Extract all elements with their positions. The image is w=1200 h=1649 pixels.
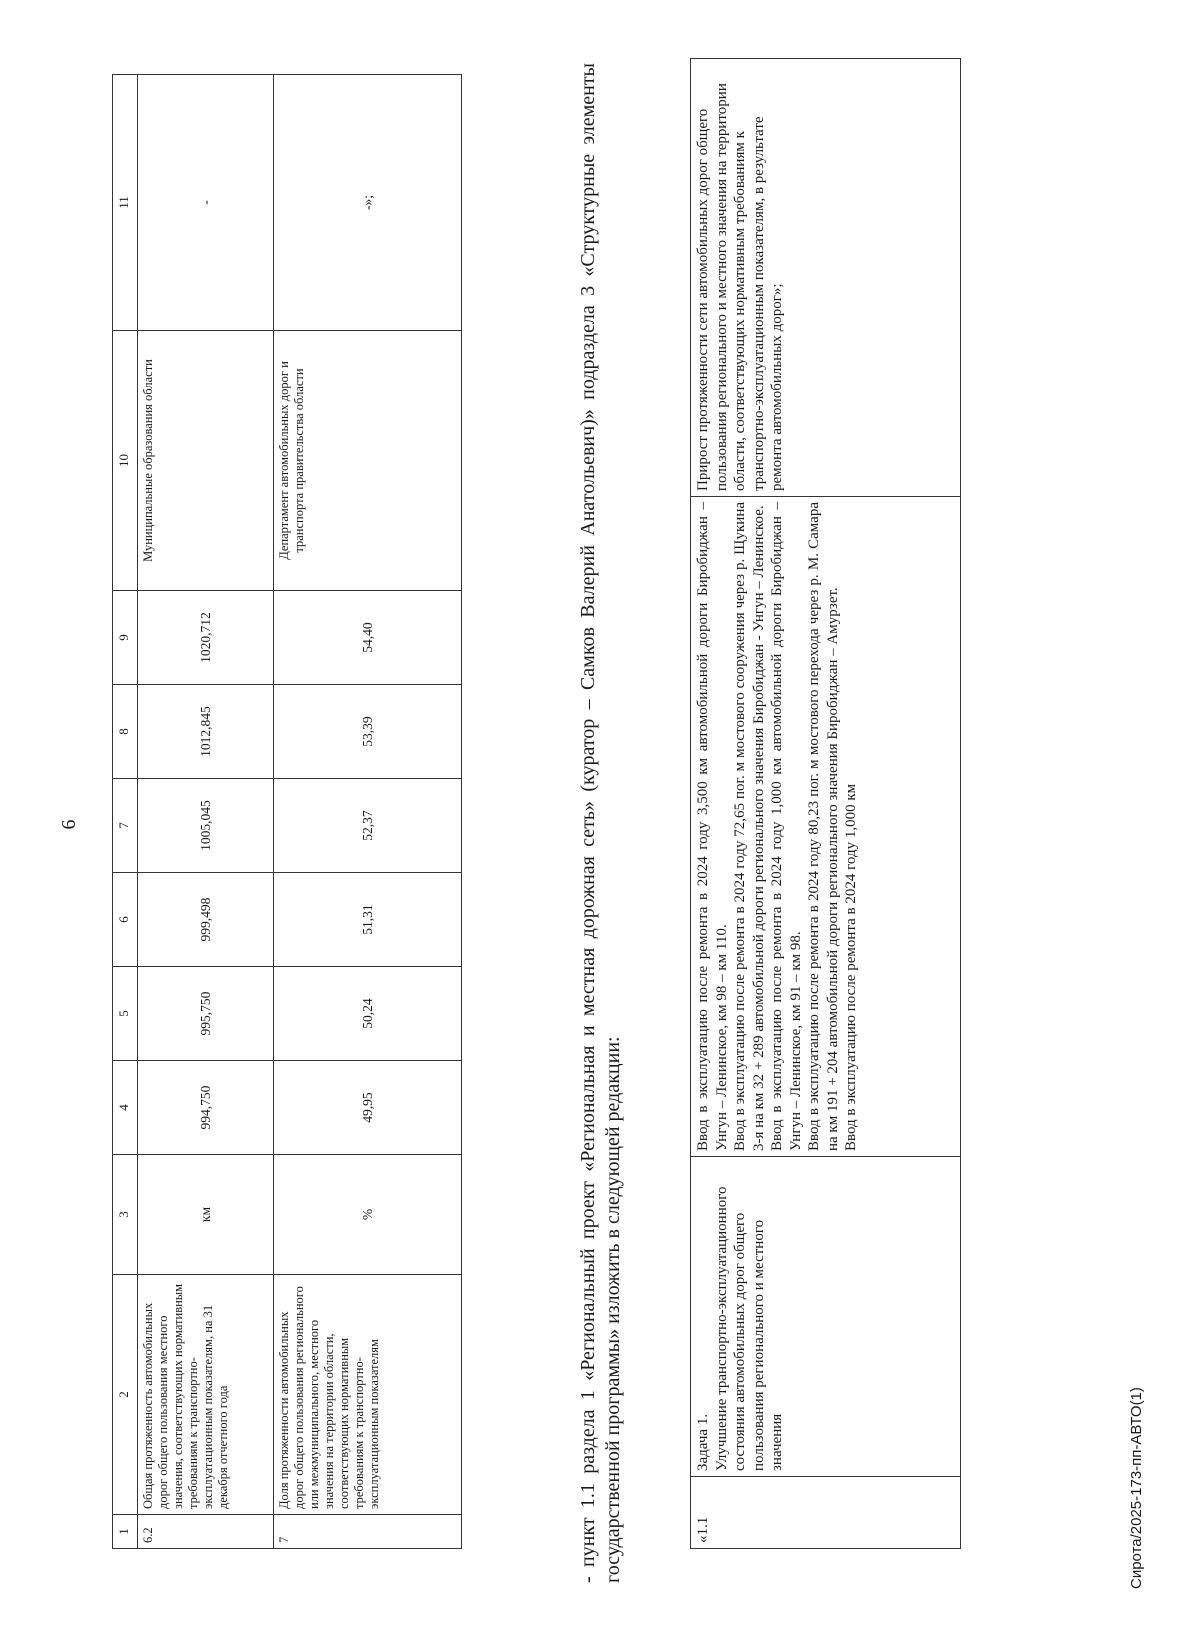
table-row <box>274 75 462 1549</box>
task-cell <box>691 1157 961 1477</box>
unit: км <box>138 1155 274 1275</box>
header-cell: 7 <box>113 779 138 873</box>
value-cell: 54,40 <box>274 591 462 685</box>
task-title: Задача 1. <box>695 1413 711 1471</box>
header-cell: 9 <box>113 591 138 685</box>
value-cell: 995,750 <box>138 967 274 1061</box>
value-cell: 52,37 <box>274 779 462 873</box>
header-cell: 4 <box>113 1061 138 1155</box>
value-cell: 1005,045 <box>138 779 274 873</box>
amendment-paragraph: - пункт 1.1 раздела 1 «Региональный проект «Региональная и местная дорожная сеть» (куратор – Самков Валерий Анатольевич)» подраздела 3 «Структурные элементы государственной программы» изложить в следующей редакции: <box>577 63 624 1583</box>
value-cell: 50,24 <box>274 967 462 1061</box>
row-number: 7 <box>274 1515 462 1549</box>
indicators-table <box>112 74 462 1549</box>
value-cell: 53,39 <box>274 685 462 779</box>
header-cell: 3 <box>113 1155 138 1275</box>
table-row <box>138 75 274 1549</box>
value-cell: 1012,845 <box>138 685 274 779</box>
page-number: 6 <box>58 819 80 830</box>
header-cell: 8 <box>113 685 138 779</box>
note-cell: -»; <box>274 75 462 331</box>
activity-item: Ввод в эксплуатацию после ремонта в 2024 году 3,500 км автомобильной дороги Биробиджан – Унгун – Ленинское, км 98 – км 110. <box>695 502 730 1151</box>
header-cell: 5 <box>113 967 138 1061</box>
result-cell: Прирост протяженности сети автомобильных дорог общего пользования регионального и местного значения на территории области, соответствующих нормативным требованиям к транспортно-эксплуатационным показателям, в результате ремонта автомобильных дорог»; <box>691 59 961 497</box>
value-cell: 994,750 <box>138 1061 274 1155</box>
activity-item: Ввод в эксплуатацию после ремонта в 2024 году 72,65 пог. м мостового сооружения через р. Щукина 3-я на км 32 + 289 автомобильной дороги регионального значения Биробиджан - Унгун – Ленинское. <box>732 502 767 1151</box>
value-cell: 51,31 <box>274 873 462 967</box>
header-cell: 2 <box>113 1275 138 1515</box>
footer-code: Сирота/2025-173-пп-АВТО(1) <box>1128 1387 1145 1589</box>
task-text: Улучшение транспортно-эксплуатационного состояния автомобильных дорог общего пользования регионального и местного значения <box>713 1186 785 1471</box>
header-cell: 10 <box>113 331 138 591</box>
activities-cell <box>691 497 961 1157</box>
row-number: 6.2 <box>138 1515 274 1549</box>
header-cell: 6 <box>113 873 138 967</box>
row-number: «1.1 <box>691 1477 961 1549</box>
value-cell: 1020,712 <box>138 591 274 685</box>
value-cell: 49,95 <box>274 1061 462 1155</box>
activity-item: Ввод в эксплуатацию после ремонта в 2024 году 80,23 пог. м мостового перехода через р. М. Самара на км 191 + 204 автомобильной дороги регионального значения Биробиджан – Амурзет. <box>806 502 841 1151</box>
activity-item: Ввод в эксплуатацию после ремонта в 2024 году 1,000 км автомобильной дороги Биробиджан – Унгун – Ленинское, км 91 – км 98. <box>769 502 804 1151</box>
activity-item: Ввод в эксплуатацию после ремонта в 2024 году 1,000 км <box>843 783 859 1151</box>
table-header-row <box>113 75 138 1549</box>
responsible: Муниципальные образования области <box>138 331 274 591</box>
structural-elements-table <box>690 58 961 1549</box>
note-cell: - <box>138 75 274 331</box>
unit: % <box>274 1155 462 1275</box>
responsible: Департамент автомобильных дорог и транспорта правительства области <box>274 331 462 591</box>
indicator-name: Доля протяженности автомобильных дорог общего пользования регионального или межмуниципального, местного значения на территории области, соответствующих нормативным требованиям к транспортно-эксплуатационным показателям <box>274 1275 462 1515</box>
indicator-name: Общая протяженность автомобильных дорог общего пользования местного значения, соответствующих нормативным требованиям к транспортно-эксплуатационным показателям, на 31 декабря отчетного года <box>138 1275 274 1515</box>
header-cell: 11 <box>113 75 138 331</box>
table-row <box>691 59 961 1549</box>
value-cell: 999,498 <box>138 873 274 967</box>
header-cell: 1 <box>113 1515 138 1549</box>
